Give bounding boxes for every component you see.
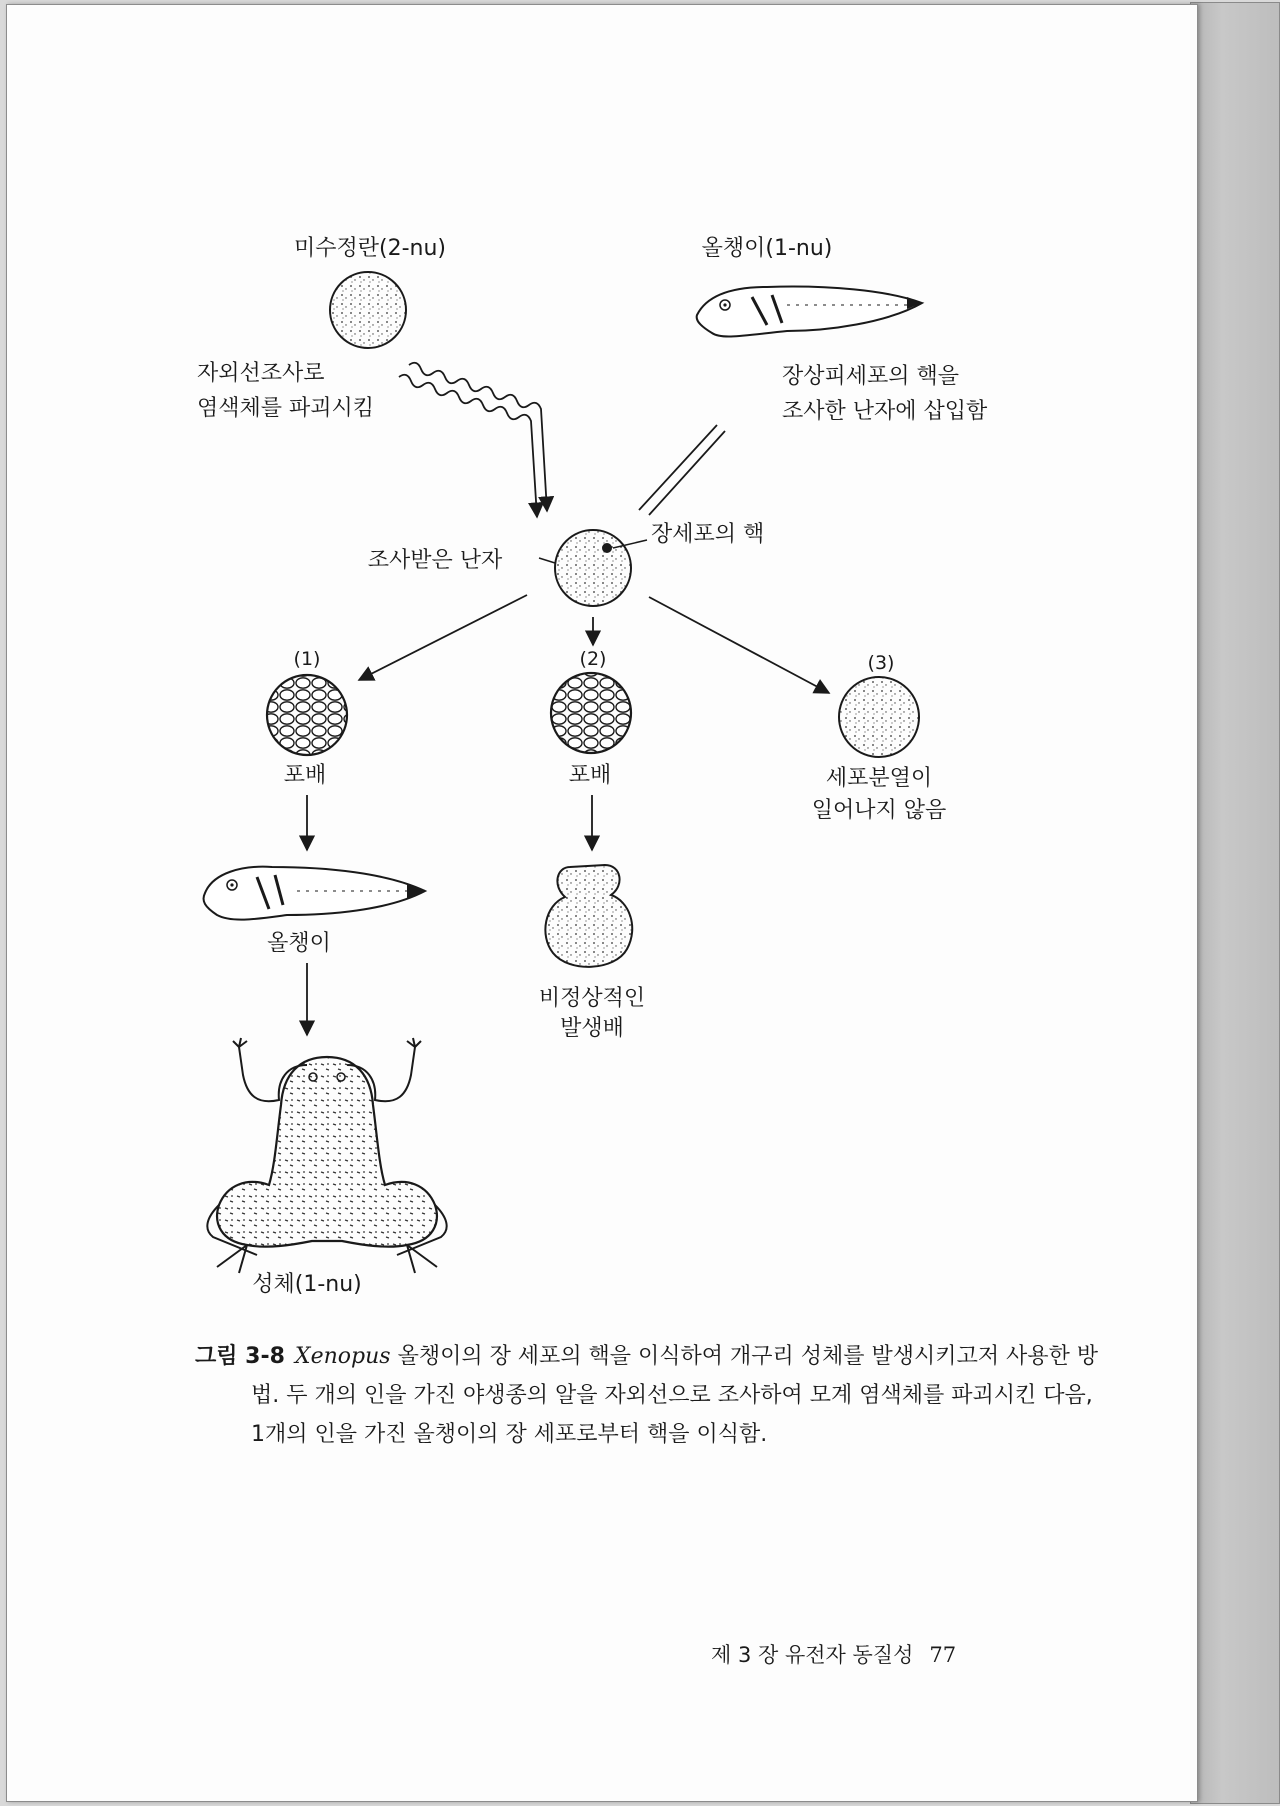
uv-ray-1 — [409, 363, 547, 511]
insert-note-line2: 조사한 난자에 삽입함 — [782, 399, 988, 424]
uv-note-line1: 자외선조사로 — [197, 361, 325, 386]
tadpole-drawing — [204, 867, 426, 920]
uv-ray-2 — [399, 375, 537, 517]
gut-nucleus-label: 장세포의 핵 — [651, 522, 765, 547]
tadpole-label: 올챙이 — [267, 931, 331, 956]
outcome-2-number: (2) — [579, 648, 607, 670]
gut-cell-nucleus — [602, 543, 612, 553]
blastula-1 — [267, 675, 347, 755]
undivided-egg — [839, 677, 919, 757]
chapter-title: 제 3 장 유전자 동질성 — [711, 1643, 914, 1667]
uv-note-line2: 염색체를 파괴시킴 — [197, 396, 375, 421]
figure-number: 그림 3-8 — [195, 1344, 285, 1369]
blastula-2 — [551, 673, 631, 753]
arrow-to-outcome-1 — [359, 595, 527, 680]
outcome-3-number: (3) — [867, 652, 895, 674]
outcome-1-stage: 포배 — [283, 763, 327, 788]
figure-caption — [195, 1337, 1111, 1454]
tadpole-top-drawing — [697, 287, 922, 337]
outcome-3-result-line1: 세포분열이 — [825, 766, 933, 791]
abnormal-embryo-line1: 비정상적인 — [538, 986, 646, 1011]
adult-label: 성체(1-nu) — [252, 1272, 362, 1297]
nuclear-transplant-diagram — [7, 5, 1197, 1325]
book-spine — [1190, 2, 1280, 1804]
abnormal-embryo — [545, 865, 632, 967]
unfertilized-egg-label: 미수정란(2-nu) — [294, 236, 446, 261]
abnormal-embryo-line2: 발생배 — [560, 1016, 624, 1041]
outcome-2-stage: 포배 — [568, 763, 612, 788]
page-number: 77 — [929, 1643, 957, 1667]
book-page — [6, 4, 1198, 1802]
insert-note-line1: 장상피세포의 핵을 — [782, 364, 960, 389]
outcome-3-result-line2: 일어나지 않음 — [811, 798, 947, 823]
irradiated-egg-label: 조사받은 난자 — [367, 548, 503, 573]
caption-text: 올챙이의 장 세포의 핵을 이식하여 개구리 성체를 발생시키고저 사용한 방법. 두 개의 인을 가진 야생종의 알을 자외선으로 조사하여 모계 염색체를 파괴시킨 다음, 1개의 인을 가진 올챙이의 장 세포로부터 핵을 이식함. — [251, 1344, 1099, 1447]
page-footer — [711, 1639, 956, 1669]
micropipette — [639, 425, 725, 515]
tadpole-top-label: 올챙이(1-nu) — [701, 236, 833, 261]
outcome-1-number: (1) — [293, 648, 321, 670]
adult-frog-drawing — [207, 1038, 446, 1273]
irradiated-egg — [555, 530, 631, 606]
arrow-to-outcome-3 — [649, 597, 829, 693]
species-name: Xenopus — [294, 1344, 391, 1369]
unfertilized-egg — [330, 272, 406, 348]
